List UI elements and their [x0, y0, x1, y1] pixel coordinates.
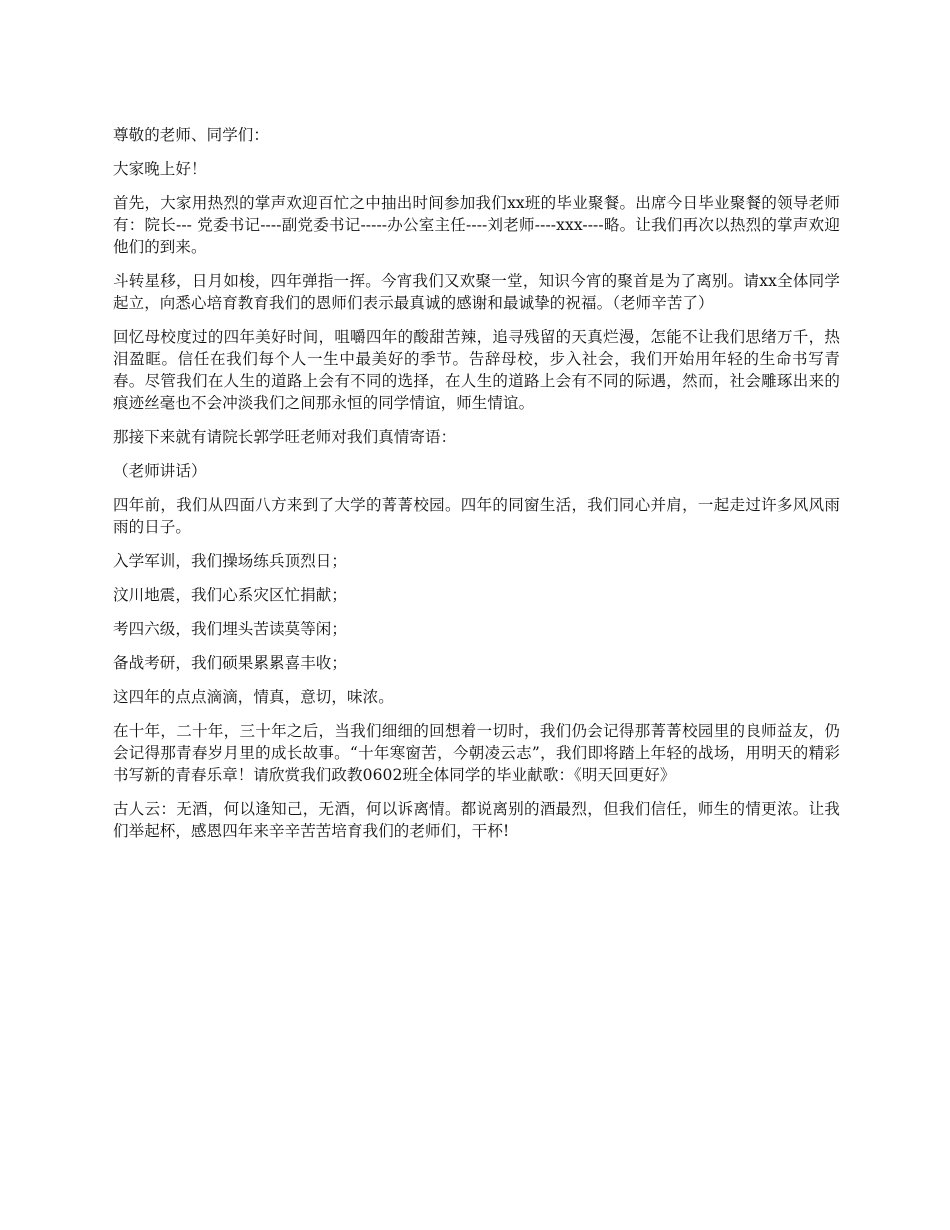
paragraph-toast: 古人云：无酒，何以逢知己，无酒，何以诉离情。都说离别的酒最烈，但我们信任，师生的情更浓。让我们举起杯，感恩四年来辛辛苦苦培育我们的老师们，干杯!: [113, 800, 840, 840]
document-body: [113, 124, 840, 854]
paragraph-military-training: 入学军训，我们操场练兵顶烈日；: [113, 552, 348, 570]
paragraph-moments: 这四年的点点滴滴，情真，意切，味浓。: [113, 688, 394, 706]
paragraph-postgrad-exam: 备战考研，我们硕果累累喜丰收；: [113, 654, 348, 672]
paragraph-future: 在十年，二十年，三十年之后，当我们细细的回想着一切时，我们仍会记得那菁菁校园里的良师益友，仍会记得那青春岁月里的成长故事。“十年寒窗苦，今朝凌云志”，我们即将踏上年轻的战场，用明天的精彩书写新的青春乐章！请欣赏我们政教0602班全体同学的毕业献歌：《明天回更好》: [113, 722, 840, 784]
paragraph-invite-dean: 那接下来就有请院长郭学旺老师对我们真情寄语：: [113, 428, 457, 446]
paragraph-welcome-leaders: 首先，大家用热烈的掌声欢迎百忙之中抽出时间参加我们xx班的毕业聚餐。出席今日毕业聚餐的领导老师有：院长--- 党委书记----副党委书记-----办公室主任----刘老师----xxx----略。让我们再次以热烈的掌声欢迎他们的到来。: [113, 194, 840, 256]
greeting-salutation: 尊敬的老师、同学们：: [113, 126, 270, 144]
paragraph-teacher-speech: （老师讲话）: [113, 462, 207, 480]
paragraph-farewell-thanks: 斗转星移，日月如梭，四年弹指一挥。今宵我们又欢聚一堂，知识今宵的聚首是为了离别。请xx全体同学起立，向悉心培育教育我们的恩师们表示最真诚的感谢和最诚挚的祝福。（老师辛苦了）: [113, 272, 840, 312]
greeting-evening: 大家晚上好！: [113, 160, 207, 178]
paragraph-memories: 回忆母校度过的四年美好时间，咀嚼四年的酸甜苦辣，追寻残留的天真烂漫，怎能不让我们思绪万千，热泪盈眶。信任在我们每个人一生中最美好的季节。告辞母校，步入社会，我们开始用年轻的生命书写青春。尽管我们在人生的道路上会有不同的选择，在人生的道路上会有不同的际遇，然而，社会雕琢出来的痕迹丝毫也不会冲淡我们之间那永恒的同学情谊，师生情谊。: [113, 328, 840, 412]
paragraph-four-years-ago: 四年前，我们从四面八方来到了大学的菁菁校园。四年的同窗生活，我们同心并肩，一起走过许多风风雨雨的日子。: [113, 496, 840, 536]
paragraph-cet-exam: 考四六级，我们埋头苦读莫等闲；: [113, 620, 348, 638]
paragraph-earthquake: 汶川地震，我们心系灾区忙捐献；: [113, 586, 348, 604]
